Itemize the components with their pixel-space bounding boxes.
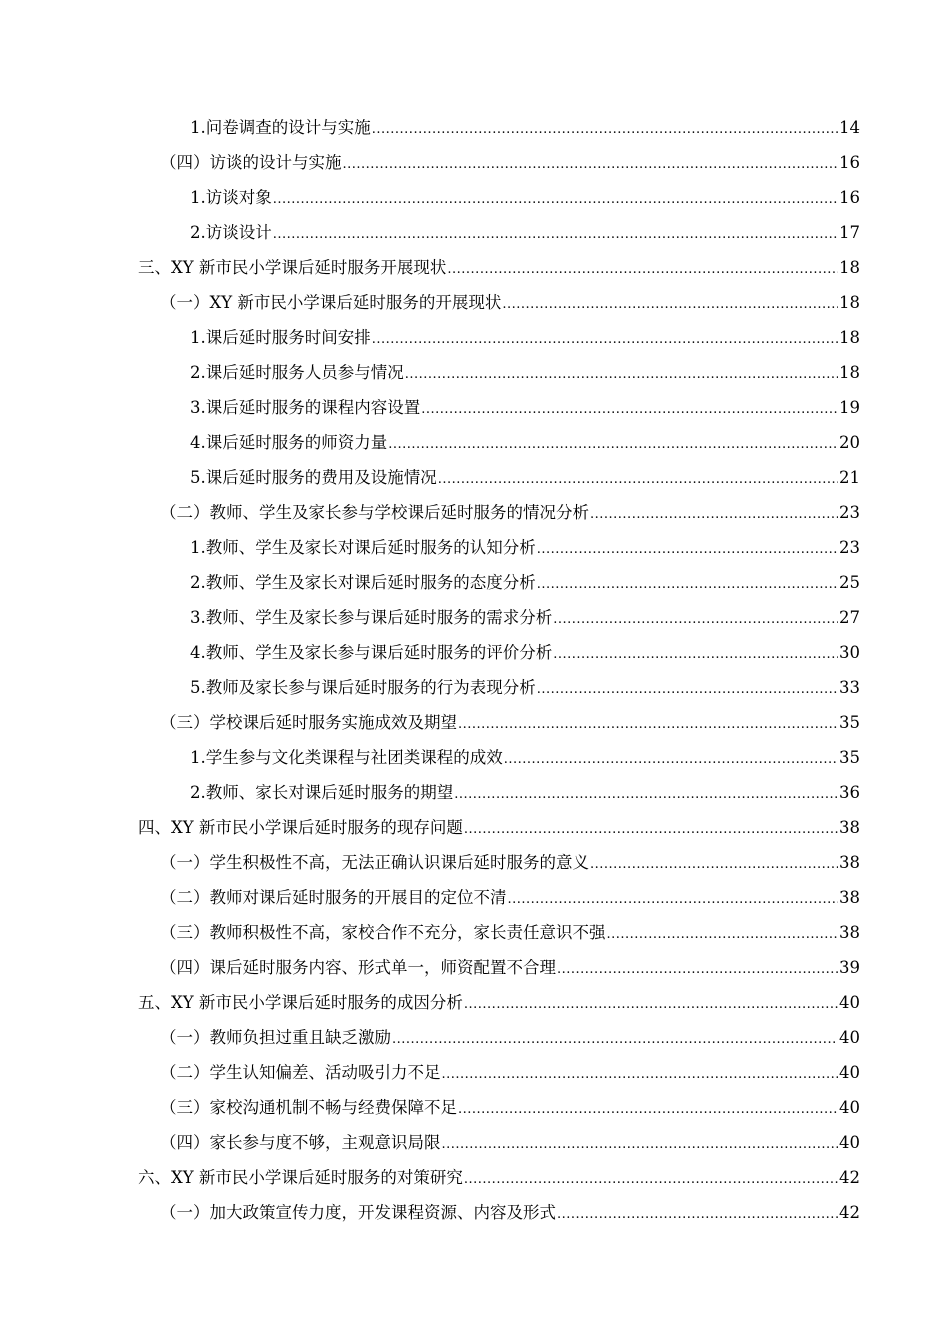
toc-entry-title: 1.课后延时服务时间安排 xyxy=(190,328,371,347)
toc-entry[interactable] xyxy=(138,320,860,355)
toc-entry-title: 1.访谈对象 xyxy=(190,188,272,207)
toc-entry-page-number: 38 xyxy=(839,853,860,872)
toc-entry-page-number: 40 xyxy=(839,1098,860,1117)
toc-entry[interactable] xyxy=(138,705,860,740)
table-of-contents xyxy=(138,110,860,1230)
toc-entry[interactable] xyxy=(138,950,860,985)
dot-leader xyxy=(504,742,838,777)
toc-entry[interactable] xyxy=(138,460,860,495)
toc-entry[interactable] xyxy=(138,355,860,390)
toc-entry-title: （三）学校课后延时服务实施成效及期望 xyxy=(160,713,457,732)
toc-entry-page-number: 23 xyxy=(839,503,860,522)
toc-entry-title: （一）教师负担过重且缺乏激励 xyxy=(160,1028,391,1047)
toc-entry-title: 2.课后延时服务人员参与情况 xyxy=(190,363,404,382)
dot-leader xyxy=(372,322,838,357)
toc-entry-title: （一）XY 新市民小学课后延时服务的开展现状 xyxy=(160,293,502,312)
toc-entry-page-number: 38 xyxy=(839,818,860,837)
toc-entry-page-number: 18 xyxy=(839,258,860,277)
toc-entry[interactable] xyxy=(138,1020,860,1055)
dot-leader xyxy=(442,1057,839,1092)
dot-leader xyxy=(464,1162,838,1197)
toc-entry-title: 4.课后延时服务的师资力量 xyxy=(190,433,388,452)
toc-entry-page-number: 42 xyxy=(839,1168,860,1187)
toc-entry[interactable] xyxy=(138,600,860,635)
toc-entry-page-number: 21 xyxy=(839,468,860,487)
toc-entry-title: 1.问卷调查的设计与实施 xyxy=(190,118,371,137)
dot-leader xyxy=(590,847,838,882)
toc-entry[interactable] xyxy=(138,1125,860,1160)
toc-entry-page-number: 30 xyxy=(839,643,860,662)
toc-entry-title: 3.教师、学生及家长参与课后延时服务的需求分析 xyxy=(190,608,553,627)
toc-entry[interactable] xyxy=(138,740,860,775)
toc-entry-title: （二）学生认知偏差、活动吸引力不足 xyxy=(160,1063,441,1082)
toc-entry-page-number: 39 xyxy=(839,958,860,977)
dot-leader xyxy=(273,182,838,217)
toc-entry[interactable] xyxy=(138,810,860,845)
toc-entry[interactable] xyxy=(138,285,860,320)
dot-leader xyxy=(343,147,839,182)
toc-entry-title: 四、XY 新市民小学课后延时服务的现存问题 xyxy=(138,818,463,837)
dot-leader xyxy=(607,917,839,952)
toc-entry-page-number: 14 xyxy=(839,118,860,137)
dot-leader xyxy=(392,1022,838,1057)
toc-entry[interactable] xyxy=(138,985,860,1020)
toc-entry-page-number: 27 xyxy=(839,608,860,627)
toc-entry[interactable] xyxy=(138,390,860,425)
toc-entry-page-number: 35 xyxy=(839,748,860,767)
dot-leader xyxy=(458,707,838,742)
toc-entry[interactable] xyxy=(138,215,860,250)
toc-entry-page-number: 38 xyxy=(839,923,860,942)
toc-entry-page-number: 17 xyxy=(839,223,860,242)
dot-leader xyxy=(464,987,838,1022)
dot-leader xyxy=(553,637,838,672)
dot-leader xyxy=(553,602,838,637)
dot-leader xyxy=(372,112,838,147)
toc-entry-title: （二）教师、学生及家长参与学校课后延时服务的情况分析 xyxy=(160,503,589,522)
toc-entry[interactable] xyxy=(138,530,860,565)
toc-entry[interactable] xyxy=(138,110,860,145)
toc-entry-title: 5.课后延时服务的费用及设施情况 xyxy=(190,468,437,487)
dot-leader xyxy=(421,392,838,427)
toc-entry-title: （二）教师对课后延时服务的开展目的定位不清 xyxy=(160,888,507,907)
toc-entry-title: 5.教师及家长参与课后延时服务的行为表现分析 xyxy=(190,678,536,697)
dot-leader xyxy=(438,462,838,497)
toc-entry-title: 1.教师、学生及家长对课后延时服务的认知分析 xyxy=(190,538,536,557)
toc-entry-page-number: 18 xyxy=(839,293,860,312)
toc-entry[interactable] xyxy=(138,1055,860,1090)
toc-entry-page-number: 42 xyxy=(839,1203,860,1222)
toc-entry[interactable] xyxy=(138,1195,860,1230)
toc-entry[interactable] xyxy=(138,670,860,705)
toc-entry-title: 2.教师、家长对课后延时服务的期望 xyxy=(190,783,454,802)
toc-entry-page-number: 40 xyxy=(839,1063,860,1082)
dot-leader xyxy=(557,1197,838,1232)
toc-entry-page-number: 19 xyxy=(839,398,860,417)
toc-entry-page-number: 23 xyxy=(839,538,860,557)
toc-entry-title: （四）访谈的设计与实施 xyxy=(160,153,342,172)
dot-leader xyxy=(537,532,838,567)
toc-entry-title: 4.教师、学生及家长参与课后延时服务的评价分析 xyxy=(190,643,553,662)
toc-entry-title: 1.学生参与文化类课程与社团类课程的成效 xyxy=(190,748,503,767)
toc-entry[interactable] xyxy=(138,495,860,530)
toc-entry-page-number: 33 xyxy=(839,678,860,697)
toc-entry[interactable] xyxy=(138,250,860,285)
toc-entry[interactable] xyxy=(138,145,860,180)
dot-leader xyxy=(508,882,839,917)
toc-entry[interactable] xyxy=(138,1160,860,1195)
toc-entry-page-number: 18 xyxy=(839,363,860,382)
toc-entry-title: 三、XY 新市民小学课后延时服务开展现状 xyxy=(138,258,447,277)
toc-entry-title: （一）学生积极性不高，无法正确认识课后延时服务的意义 xyxy=(160,853,589,872)
dot-leader xyxy=(537,567,838,602)
toc-entry-title: 3.课后延时服务的课程内容设置 xyxy=(190,398,421,417)
toc-entry[interactable] xyxy=(138,1090,860,1125)
toc-entry-page-number: 40 xyxy=(839,1133,860,1152)
toc-entry-title: 五、XY 新市民小学课后延时服务的成因分析 xyxy=(138,993,463,1012)
dot-leader xyxy=(590,497,838,532)
toc-entry-page-number: 40 xyxy=(839,1028,860,1047)
dot-leader xyxy=(464,812,838,847)
dot-leader xyxy=(454,777,838,812)
toc-entry[interactable] xyxy=(138,915,860,950)
toc-entry-title: （三）教师积极性不高，家校合作不充分，家长责任意识不强 xyxy=(160,923,606,942)
toc-entry-title: （三）家校沟通机制不畅与经费保障不足 xyxy=(160,1098,457,1117)
toc-entry-page-number: 18 xyxy=(839,328,860,347)
dot-leader xyxy=(537,672,838,707)
toc-entry-page-number: 36 xyxy=(839,783,860,802)
toc-entry-title: （一）加大政策宣传力度，开发课程资源、内容及形式 xyxy=(160,1203,556,1222)
dot-leader xyxy=(273,217,838,252)
dot-leader xyxy=(405,357,838,392)
toc-entry-page-number: 38 xyxy=(839,888,860,907)
toc-entry-page-number: 25 xyxy=(839,573,860,592)
toc-entry-page-number: 20 xyxy=(839,433,860,452)
toc-entry[interactable] xyxy=(138,565,860,600)
dot-leader xyxy=(557,952,838,987)
toc-entry-title: 2.访谈设计 xyxy=(190,223,272,242)
dot-leader xyxy=(388,427,838,462)
toc-entry[interactable] xyxy=(138,635,860,670)
toc-entry-page-number: 16 xyxy=(839,153,860,172)
toc-entry[interactable] xyxy=(138,845,860,880)
dot-leader xyxy=(447,252,838,287)
toc-entry[interactable] xyxy=(138,425,860,460)
toc-entry[interactable] xyxy=(138,880,860,915)
toc-entry[interactable] xyxy=(138,180,860,215)
dot-leader xyxy=(458,1092,838,1127)
dot-leader xyxy=(442,1127,839,1162)
toc-entry[interactable] xyxy=(138,775,860,810)
toc-entry-page-number: 35 xyxy=(839,713,860,732)
toc-entry-page-number: 40 xyxy=(839,993,860,1012)
toc-entry-title: 六、XY 新市民小学课后延时服务的对策研究 xyxy=(138,1168,463,1187)
dot-leader xyxy=(502,287,838,322)
toc-entry-title: （四）课后延时服务内容、形式单一，师资配置不合理 xyxy=(160,958,556,977)
toc-entry-title: 2.教师、学生及家长对课后延时服务的态度分析 xyxy=(190,573,536,592)
toc-entry-page-number: 16 xyxy=(839,188,860,207)
toc-entry-title: （四）家长参与度不够，主观意识局限 xyxy=(160,1133,441,1152)
